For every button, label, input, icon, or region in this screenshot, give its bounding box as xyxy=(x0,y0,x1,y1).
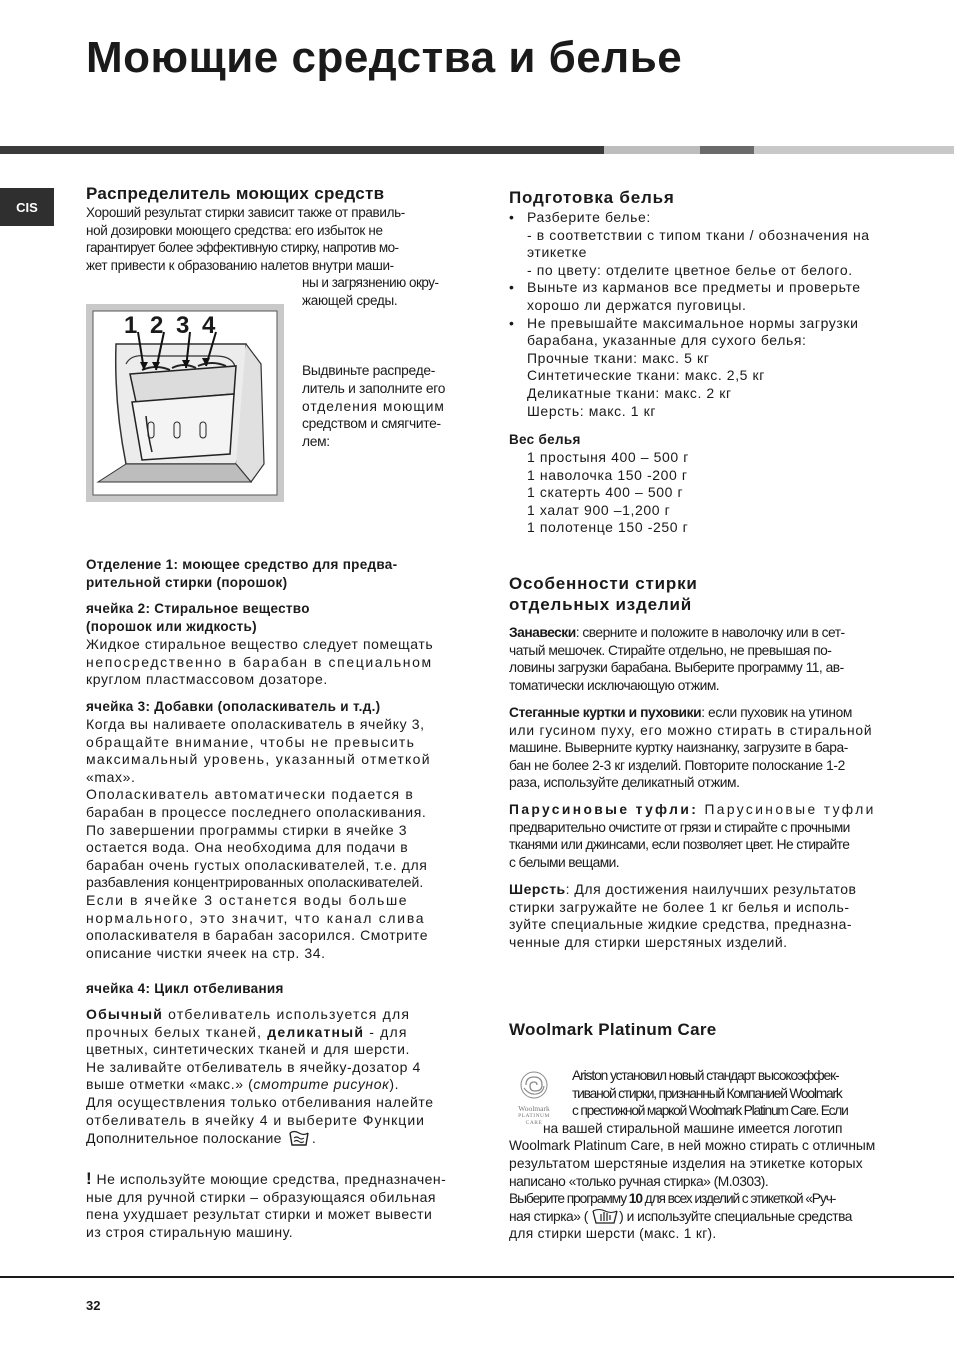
figure-caption xyxy=(302,362,464,451)
delicate-label: деликатный xyxy=(267,1023,365,1040)
header-bar-light xyxy=(604,146,700,154)
compartment-3-text xyxy=(86,716,464,962)
warning-icon: ! xyxy=(86,1169,93,1188)
compartment-4-text: Обычный отбеливатель используется для прочных белых тканей, деликатный - для цветных, синтетических тканей и для шерсти. Не заливайте отбеливатель в ячейку-дозатор 4 выше отметки «макс.» (смотрите рисунок). Для осуществления только отбеливания налейте отбеливатель в ячейку 4 и выберите Функции Дополнительное полоскание . xyxy=(86,1006,466,1148)
text-span: : Для достижения наилучших результатов xyxy=(565,881,857,897)
text-line: предварительно очистите от грязи и стирайте с прочными xyxy=(509,819,850,835)
text-line: результатом шерстяные изделия на этикетке которых xyxy=(509,1155,863,1171)
text-line: бан не более 2-3 кг изделий. Повторите полоскание 1-2 xyxy=(509,757,845,773)
text-line: из строя стиральную машину. xyxy=(86,1223,294,1240)
intro-line: ной дозировки моющего средства: его избыток не xyxy=(86,222,383,238)
wool-label: Шерсть xyxy=(509,881,566,897)
caption-line: Выдвиньте распреде- xyxy=(302,363,435,378)
text-line: на вашей стиральной машине имеется логотип xyxy=(543,1120,843,1136)
woolmark-text xyxy=(509,1067,889,1243)
text-line: Жидкое стиральное вещество следует помещать xyxy=(86,636,434,652)
text-line: Шерсть: макс. 1 кг xyxy=(527,402,657,419)
caption-line: лем: xyxy=(302,434,330,450)
text-line: ловины загрузки барабана. Выберите программу 11, ав- xyxy=(509,660,844,676)
text-line: Не заливайте отбеливатель в ячейку-дозатор 4 xyxy=(86,1058,421,1075)
page-title: Моющие средства и белье xyxy=(86,33,683,82)
text-line: хорошо ли держатся пуговицы. xyxy=(527,296,747,313)
title-line: (порошок или жидкость) xyxy=(86,619,257,634)
text-line: Деликатные ткани: макс. 2 кг xyxy=(527,384,732,401)
text-span: Выберите программу xyxy=(509,1191,629,1207)
weight-item: 1 халат 900 –1,200 г xyxy=(527,501,671,518)
preparation-list xyxy=(509,209,887,420)
text-line: барабана, указанные для сухого белья: xyxy=(527,332,807,349)
weight-item: 1 полотенце 150 -250 г xyxy=(527,519,689,536)
text-span: Разберите белье: xyxy=(527,209,651,225)
text-line: тиваной стирки, признанный Компанией Woolmark xyxy=(572,1085,842,1101)
title-line: ячейка 2: Стиральное вещество xyxy=(86,601,310,616)
text-span: ная стирка» ( xyxy=(509,1208,588,1224)
text-line: максимальный уровень, указанный отметкой xyxy=(86,751,431,768)
text-line: остается вода. Она необходима для подачи в xyxy=(86,839,409,856)
caption-line: литель и заполните его xyxy=(302,380,446,396)
weight-item: 1 скатерть 400 – 500 г xyxy=(527,484,684,501)
normal-label: Обычный xyxy=(86,1006,164,1022)
intro-line: Хороший результат стирки зависит также от правиль- xyxy=(86,205,405,220)
list-item xyxy=(509,209,887,227)
caption-line: средством и смягчите- xyxy=(302,416,441,432)
text-line: Woolmark Platinum Care, в ней можно стирать с отличным xyxy=(509,1138,876,1154)
text-line: непосредственно в барабан в специальном xyxy=(86,653,433,670)
list-item xyxy=(509,279,887,297)
text-line: нормального, это значит, что канал слива xyxy=(86,909,426,926)
title-line: Отделение 1: моющее средство для предва- xyxy=(86,557,398,572)
text-line: стирки загружайте не более 1 кг белья и исполь- xyxy=(509,898,850,915)
text-line: ченные для стирки шерстяных изделий. xyxy=(509,933,788,950)
text-line: раза, используйте деликатный отжим. xyxy=(509,775,740,791)
text-span: Парусиновые туфли xyxy=(698,802,876,817)
text-line: с престижной маркой Woolmark Platinum Care. Если xyxy=(572,1103,848,1119)
text-line: тканями или джинсами, если позволяет цвет. Не стирайте xyxy=(509,837,850,853)
heading-line: отдельных изделий xyxy=(509,595,692,614)
text-line: - в соответствии с типом ткани / обозначения на xyxy=(527,226,870,243)
text-line: обращайте внимание, чтобы не превысить xyxy=(86,733,416,750)
text-line: ные для ручной стирки – образующаяся обильная xyxy=(86,1188,436,1205)
curtains-text xyxy=(509,624,889,694)
text-line: этикетке xyxy=(527,244,587,261)
text-line: барабан очень густых ополаскивателей, т.е. для xyxy=(86,856,428,873)
text-line: Для осуществления только отбеливания налейте xyxy=(86,1093,434,1110)
extra-rinse-icon xyxy=(288,1129,310,1147)
text-line: разбавления концентрированных ополаскивателей. xyxy=(86,874,424,891)
header-bar-mid xyxy=(700,146,754,154)
text-line: отбеливатель в ячейку 4 и выберите Функции xyxy=(86,1111,425,1128)
intro-line: гарантирует более эффективную стирку, напротив мо- xyxy=(86,240,399,256)
compartment-2-title xyxy=(86,600,464,636)
shoes-label: Парусиновые туфли: xyxy=(509,802,699,817)
text-line: цветных, синтетических тканей и для шерсти. xyxy=(86,1041,410,1058)
text-span: отбеливатель используется для xyxy=(163,1006,411,1022)
dispenser-heading: Распределитель моющих средств xyxy=(86,184,385,203)
text-line: барабан в процессе последнего ополаскивания. xyxy=(86,803,427,820)
text-span: Не превышайте максимальное нормы загрузки xyxy=(527,314,859,331)
text-span: ) и используйте специальные средства xyxy=(619,1208,852,1224)
page-number: 32 xyxy=(86,1298,101,1313)
text-span: Дополнительное полоскание xyxy=(86,1130,282,1147)
wool-text xyxy=(509,881,889,951)
dispenser-intro xyxy=(86,204,464,310)
preparation-heading: Подготовка белья xyxy=(509,188,675,207)
text-line: зуйте специальные жидкие средства, предназна- xyxy=(509,916,853,933)
weight-item: 1 простыня 400 – 500 г xyxy=(527,449,689,465)
text-line: По завершении программы стирки в ячейке 3 xyxy=(86,821,408,838)
text-line: написано «только ручная стирка» (M.0303). xyxy=(509,1173,769,1189)
list-item xyxy=(509,315,887,333)
section-tab: CIS xyxy=(0,188,54,226)
weight-list xyxy=(527,449,689,537)
hand-wash-icon xyxy=(591,1208,619,1225)
dispenser-figure xyxy=(86,304,284,502)
compartment-3-title: ячейка 3: Добавки (ополаскиватель и т.д.) xyxy=(86,699,381,714)
jackets-text xyxy=(509,704,889,792)
text-line: с белыми вещами. xyxy=(509,854,619,870)
compartment-1-title xyxy=(86,556,464,592)
intro-line: ны и загрязнению окру- xyxy=(302,275,439,291)
text-line: Ariston установил новый стандарт высокоэффек- xyxy=(572,1068,839,1083)
curtains-label: Занавески xyxy=(509,625,576,640)
intro-line: жет привести к образованию налетов внутри маши- xyxy=(86,257,394,273)
text-span: для всех изделий с этикеткой «Руч- xyxy=(641,1191,836,1207)
text-line: - по цвету: отделите цветное белье от белого. xyxy=(527,261,853,278)
text-line: чатый мешочек. Стирайте отдельно, не превышая по- xyxy=(509,642,832,658)
footer-rule xyxy=(0,1276,954,1278)
jackets-label: Стеганные куртки и пуховики xyxy=(509,705,702,720)
logo-text: PLATINUM xyxy=(518,1113,550,1119)
text-line: описание чистки ячеек на стр. 34. xyxy=(86,944,326,961)
text-line: Когда вы наливаете ополаскиватель в ячейку 3, xyxy=(86,716,425,732)
caption-line: отделения моющим xyxy=(302,398,445,414)
text-line: для стирки шерсти (макс. 1 кг). xyxy=(509,1226,717,1242)
text-line: или гусином пуху, его можно стирать в стиральной xyxy=(509,722,873,738)
intro-line: жающей среды. xyxy=(302,292,398,308)
special-items-heading xyxy=(509,573,698,615)
text-line: машине. Выверните куртку наизнанку, загрузите в бара- xyxy=(509,740,849,756)
text-line: «max». xyxy=(86,768,136,785)
text-span: прочных белых тканей, xyxy=(86,1023,268,1040)
text-line: круглом пластмассовом дозаторе. xyxy=(86,671,328,688)
header-bar-dark xyxy=(0,146,604,154)
text-line: Синтетические ткани: макс. 2,5 кг xyxy=(527,367,765,384)
compartment-2-text xyxy=(86,636,464,689)
text-span: - для xyxy=(364,1023,408,1040)
text-span: : если пуховик на утином xyxy=(701,705,852,720)
heading-line: Особенности стирки xyxy=(509,574,698,593)
text-span: ). xyxy=(389,1076,400,1093)
figure-numbers: 1 2 3 4 xyxy=(124,312,219,339)
text-span: Выньте из карманов все предметы и проверьте xyxy=(527,279,861,296)
compartment-4-title: ячейка 4: Цикл отбеливания xyxy=(86,981,284,996)
program-number: 10 xyxy=(628,1191,642,1207)
weight-heading: Вес белья xyxy=(509,432,581,447)
text-span: Не используйте моющие средства, предназначен- xyxy=(92,1171,447,1187)
text-line: Прочные ткани: макс. 5 кг xyxy=(527,349,710,366)
warning-text xyxy=(86,1170,466,1241)
title-line: рительной стирки (порошок) xyxy=(86,575,288,590)
see-figure-text: смотрите рисунок xyxy=(253,1076,390,1093)
text-line: ополаскивателя в барабан засорился. Смотрите xyxy=(86,927,429,944)
shoes-text xyxy=(509,801,889,871)
text-line: Если в ячейке 3 останется воды больше xyxy=(86,891,409,908)
logo-text: Woolmark xyxy=(518,1104,550,1113)
text-span: выше отметки «макс.» ( xyxy=(86,1076,254,1093)
logo-text: CARE xyxy=(525,1120,543,1126)
text-line: томатически исключающую отжим. xyxy=(509,677,720,693)
text-line: Ополаскиватель автоматически подается в xyxy=(86,786,415,803)
text-line: пена ухудшает результат стирки и может вывести xyxy=(86,1206,433,1223)
weight-item: 1 наволочка 150 -200 г xyxy=(527,466,688,483)
woolmark-heading: Woolmark Platinum Care xyxy=(509,1020,717,1039)
text-span: : сверните и положите в наволочку или в сет- xyxy=(575,625,845,640)
header-bar-light-end xyxy=(754,146,954,154)
